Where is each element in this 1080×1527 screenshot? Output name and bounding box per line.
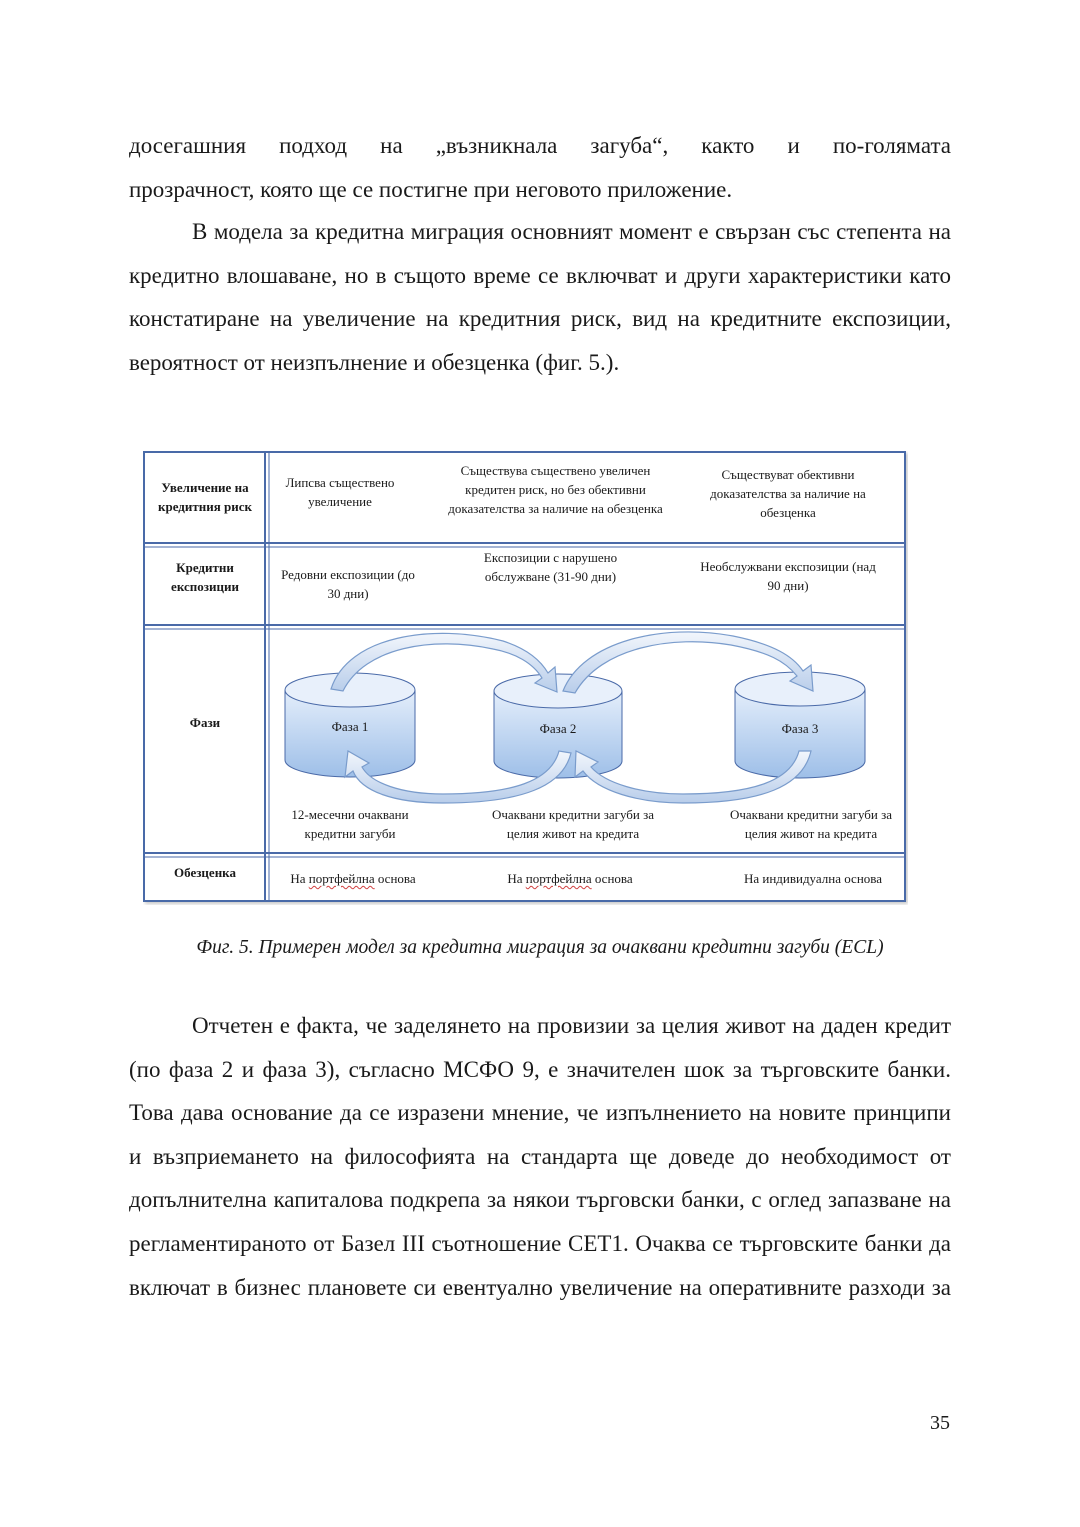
impairment-portfolio-word: портфейлна	[525, 871, 592, 886]
paragraph-ifrs9-impact: Отчетен е факта, че заделянето на провизии за целия живот на даден кредит (по фаза 2 и фаза 3), съгласно МСФО 9, е значителен шок за търговските банки. Това дава основание да се изразени мнение, че изпълнението на новите принципи и възприемането на философията на стандарта ще доведе до необходимост от допълнителна капиталова подкрепа за някои търговски банки, с оглед запазване на регламентираното от Базел III съотношение СЕТ1. Очаква се търговските банки да включат в бизнес плановете си евентуално увеличение на оперативните разходи за	[129, 1013, 951, 1300]
page-number: 35	[930, 1412, 950, 1434]
exposure-cell-2: Експозиции с нарушено обслужване (31-90 дни)	[483, 550, 618, 584]
row-label-risk: Увеличение на кредитния риск	[157, 480, 252, 514]
row-label-impairment: Обезценка	[174, 865, 236, 880]
impairment-suffix: основа	[377, 871, 416, 886]
loss-label-1: 12-месечни очаквани кредитни загуби	[291, 807, 409, 841]
exposure-cell-1: Редовни експозиции (до 30 дни)	[281, 567, 415, 601]
phase-label-3: Фаза 3	[781, 721, 819, 736]
impairment-prefix: На	[290, 871, 306, 886]
row-label-phases: Фази	[189, 715, 221, 730]
phase-label-2: Фаза 2	[539, 721, 577, 736]
paragraph-continued	[129, 124, 951, 211]
impairment-prefix: На	[507, 871, 523, 886]
impairment-portfolio-word: портфейлна	[308, 871, 375, 886]
impairment-cell-3: На индивидуална основа	[743, 871, 883, 886]
phase-label-1: Фаза 1	[331, 719, 369, 734]
impairment-cell-2	[490, 869, 650, 888]
paragraph-credit-migration: В модела за кредитна миграция основният момент е свързан със степента на кредитно влошаване, но в същото време се включват и други характеристики като констатиране на увеличение на кредитния риск, вид на кредитните експозиции, вероятност от неизпълнение и обезценка (фиг. 5.).	[129, 219, 951, 375]
risk-cell-3: Съществуват обективни доказателства за наличие на обезценка	[710, 467, 866, 520]
loss-label-2: Очаквани кредитни загуби за целия живот на кредита	[491, 807, 655, 841]
loss-label-3: Очаквани кредитни загуби за целия живот на кредита	[729, 807, 893, 841]
impairment-cell-1	[273, 869, 433, 888]
risk-cell-1: Липсва съществено увеличение	[285, 475, 395, 509]
risk-cell-2: Съществува съществено увеличен кредитен риск, но без обективни доказателства за наличие на обезценка	[448, 463, 663, 516]
exposure-cell-3: Необслужвани експозиции (над 90 дни)	[700, 559, 876, 593]
paragraph-line: прозрачност, която ще се постигне при неговото приложение.	[129, 176, 733, 202]
paragraph-line: досегашния подход на „възникнала загуба“, както и по-голямата	[129, 133, 951, 158]
impairment-suffix: основа	[594, 871, 633, 886]
row-label-exposures: Кредитни експозиции	[171, 560, 239, 594]
figure-caption: Фиг. 5. Примерен модел за кредитна миграция за очаквани кредитни загуби (ECL)	[196, 937, 884, 958]
figure-credit-migration-model	[143, 451, 908, 905]
